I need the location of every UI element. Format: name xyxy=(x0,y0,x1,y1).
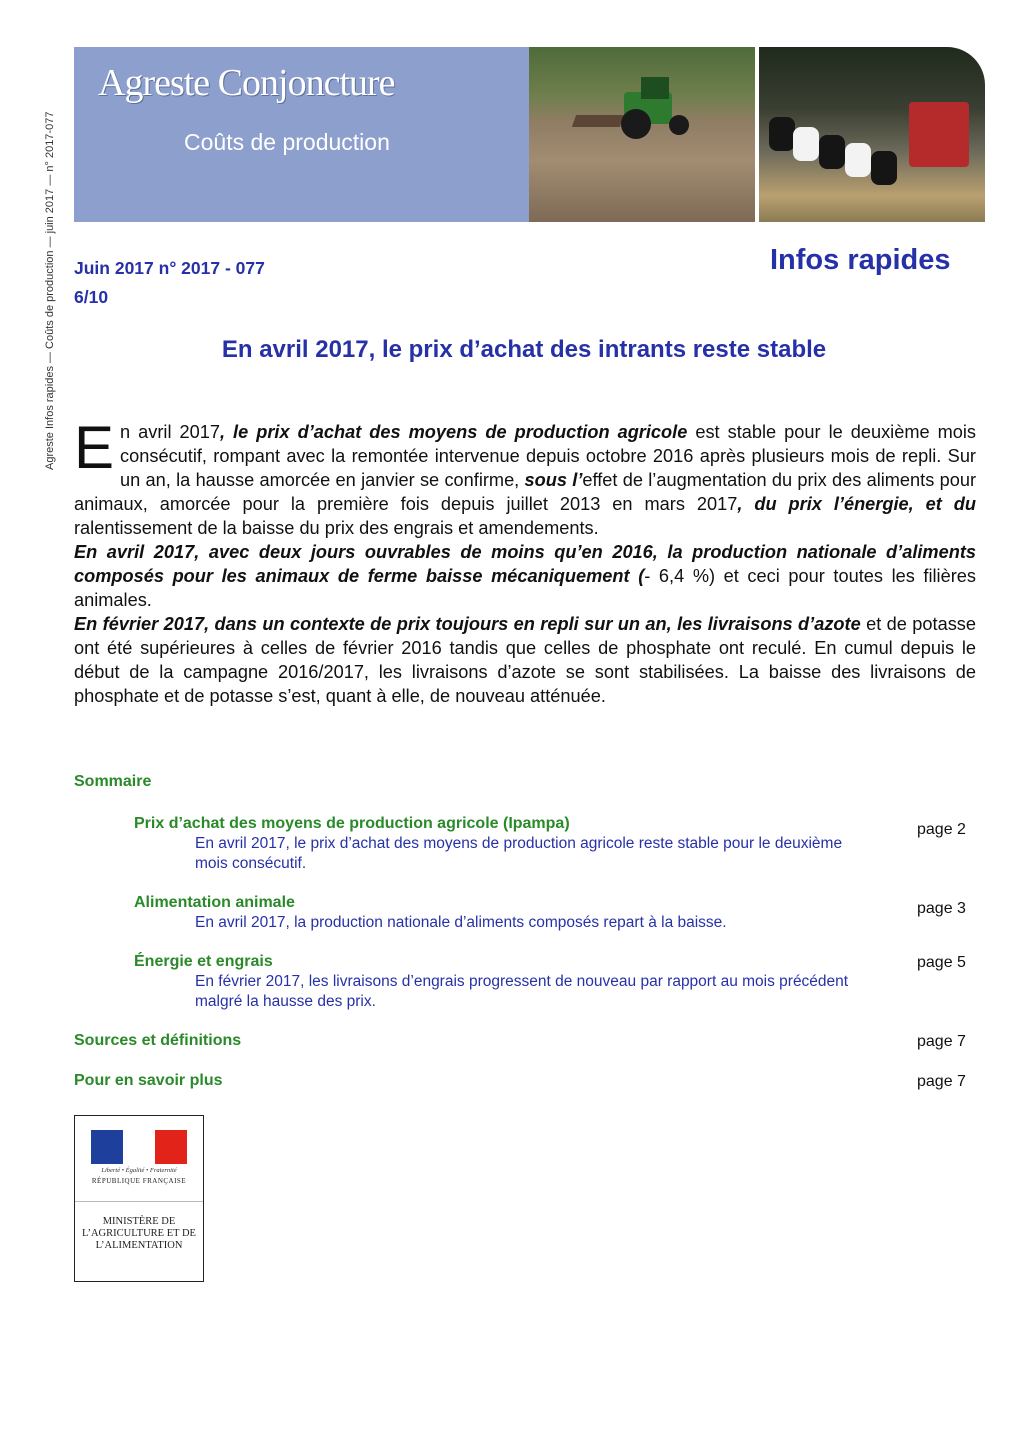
toc-desc-energie: En février 2017, les livraisons d’engrais progressent de nouveau par rapport au mois précédent malgré la hausse des prix. xyxy=(195,973,849,1010)
cows-photo xyxy=(759,47,985,222)
headline: En avril 2017, le prix d’achat des intrants reste stable xyxy=(221,336,827,363)
banner-subtitle: Coûts de production xyxy=(184,129,390,155)
summary-body xyxy=(74,414,977,708)
issue-info xyxy=(74,254,265,312)
side-caption: Agreste Infos rapides — Coûts de production — juin 2017 — n° 2017-077 xyxy=(44,111,56,470)
ministry-logo xyxy=(74,1115,204,1282)
toc-page-ipampa[interactable]: page 2 xyxy=(917,821,966,838)
toc-page-sources[interactable]: page 7 xyxy=(917,1033,966,1050)
toc-desc-ipampa: En avril 2017, le prix d’achat des moyens de production agricole reste stable pour le deuxième mois consécutif. xyxy=(195,835,843,872)
series-label: Infos rapides xyxy=(770,244,951,276)
paragraph-prices: En avril 2017, le prix d’achat des moyens de production agricole est stable pour le deuxième mois consécutif, rompant avec la remontée intervenue depuis octobre 2016 après plusieurs mois de repli. Sur un an, la hausse amorcée en janvier se confirme, sous l’effet de l’augmentation du prix des aliments pour animaux, amorcée pour la première fois depuis juillet 2013 en mars 2017, du prix l’énergie, et du ralentissement de la baisse du prix des engrais et amendements. xyxy=(74,414,977,538)
toc-desc-alimentation: En avril 2017, la production nationale d’aliments composés repart à la baisse. xyxy=(195,914,727,931)
toc-page-savoir-plus[interactable]: page 7 xyxy=(917,1073,966,1090)
tractor-photo xyxy=(529,47,755,222)
paragraph-fertilizer: En février 2017, dans un contexte de prix toujours en repli sur un an, les livraisons d’azote et de potasse ont été supérieures à celles de février 2016 tandis que celles de phosphate ont reculé. En cumul depuis le début de la campagne 2016/2017, les livraisons d’azote se sont stabilisées. La baisse des livraisons de phosphate et de potasse s’est, quant à elle, de nouveau atténuée. xyxy=(74,614,976,706)
header-banner xyxy=(74,47,985,222)
drop-cap: E xyxy=(74,414,115,481)
toc-item-ipampa[interactable]: Prix d’achat des moyens de production agricole (Ipampa) xyxy=(134,815,570,832)
toc-page-alimentation[interactable]: page 3 xyxy=(917,900,966,917)
republic-name: RÉPUBLIQUE FRANÇAISE xyxy=(91,1177,187,1185)
logo-divider xyxy=(75,1201,203,1202)
toc-item-energie[interactable]: Énergie et engrais xyxy=(134,953,273,970)
paragraph-feed: En avril 2017, avec deux jours ouvrables de moins qu’en 2016, la production nationale d’aliments composés pour les animaux de ferme baisse mécaniquement (- 6,4 %) et ceci pour toutes les filières animales. xyxy=(74,542,976,610)
sommaire-heading: Sommaire xyxy=(74,773,152,790)
toc-item-sources[interactable]: Sources et définitions xyxy=(74,1032,242,1049)
issue-date-number: Juin 2017 n° 2017 - 077 xyxy=(74,258,265,278)
marianne-icon xyxy=(123,1136,145,1162)
toc-page-energie[interactable]: page 5 xyxy=(917,954,966,971)
issue-page: 6/10 xyxy=(74,287,109,307)
toc-item-savoir-plus[interactable]: Pour en savoir plus xyxy=(74,1072,223,1089)
ministry-name: MINISTÈRE DE L’AGRICULTURE ET DE L’ALIMENTATION xyxy=(82,1216,196,1251)
republic-motto: Liberté • Égalité • Fraternité xyxy=(101,1167,177,1174)
banner-title-panel xyxy=(74,47,529,222)
brand-logo-text: Agreste Conjoncture xyxy=(98,62,395,104)
toc-item-alimentation[interactable]: Alimentation animale xyxy=(134,894,295,911)
